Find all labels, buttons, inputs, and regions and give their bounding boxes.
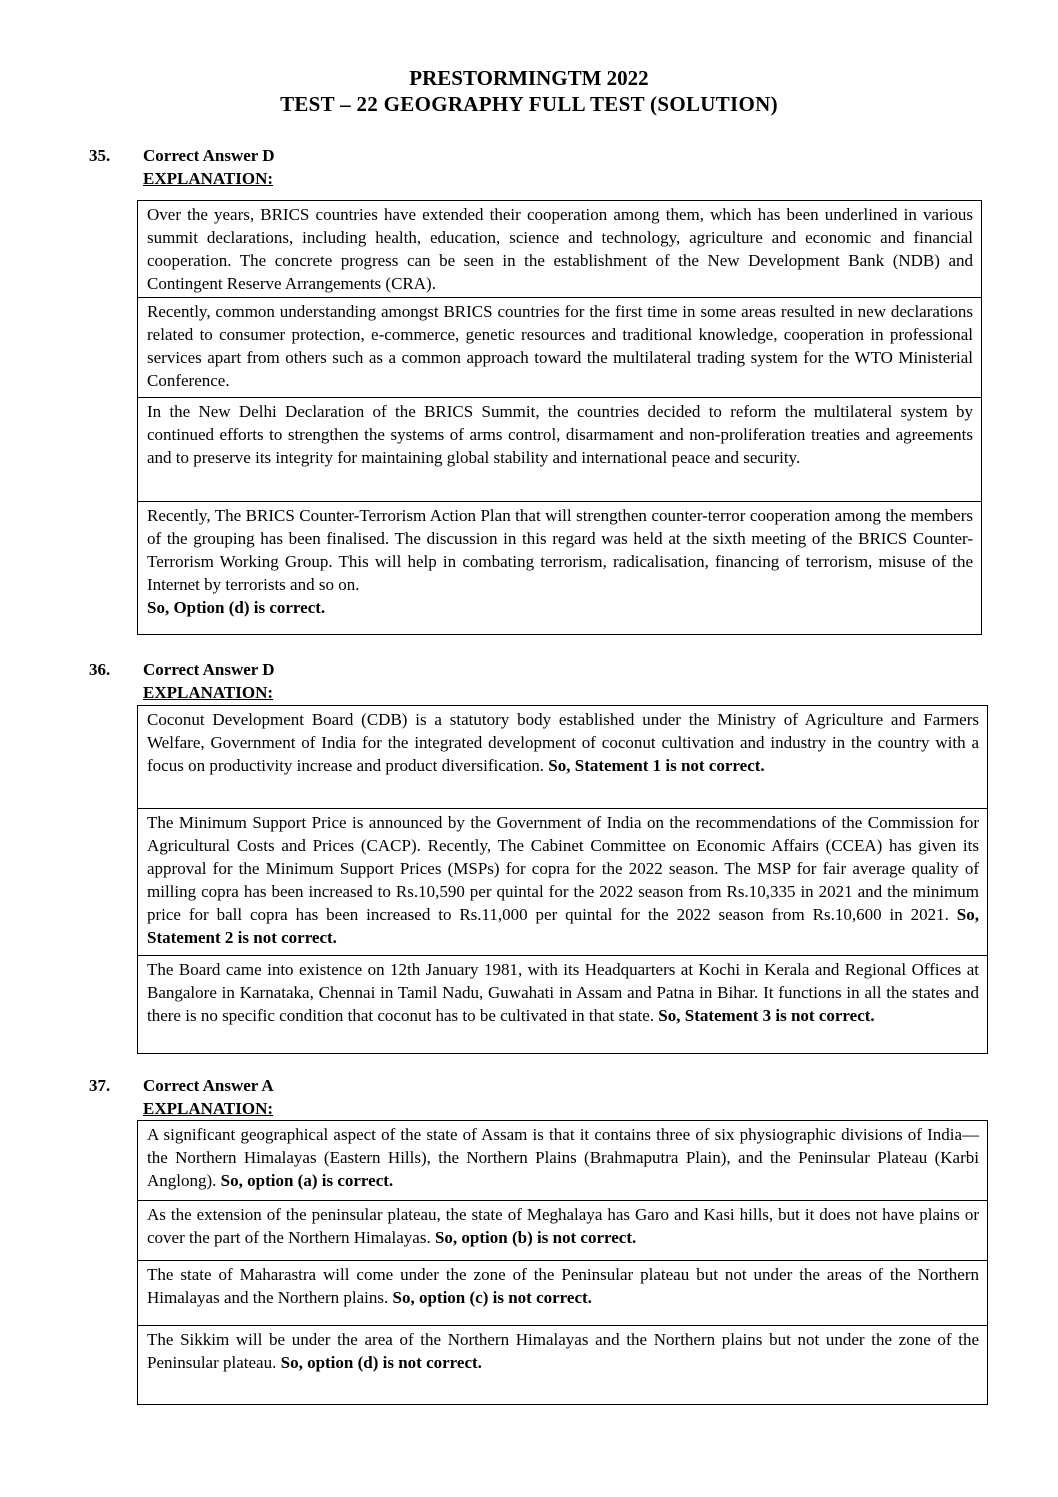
explanation-label: EXPLANATION: [143, 1099, 274, 1118]
explanation-table [137, 200, 982, 635]
explanation-paragraph [138, 398, 981, 502]
paragraph-conclusion: So, option (a) is correct. [220, 1171, 394, 1190]
paragraph-conclusion: So, Statement 1 is not correct. [548, 756, 765, 775]
explanation-label: EXPLANATION: [143, 169, 274, 188]
paragraph-text: In the New Delhi Declaration of the BRICS Summit, the countries decided to reform the multilateral system by continued efforts to strengthen the systems of arms control, disarmament and non-proliferation treaties and agreements and to preserve its integrity for maintaining global stability and international peace and security. [147, 402, 973, 467]
paragraph-text: As the extension of the peninsular plateau, the state of Meghalaya has Garo and Kasi hills, but it does not have plains or cover the part of the Northern Himalayas. [147, 1205, 979, 1247]
question-35 [0, 146, 1058, 194]
explanation-paragraph [138, 1261, 987, 1326]
paragraph-text: The Minimum Support Price is announced by the Government of India on the recommendations of the Commission for Agricultural Costs and Prices (CACP). Recently, The Cabinet Committee on Economic Affairs (CCEA) has given its approval for the Minimum Support Prices (MSPs) for copra for the 2022 season. The MSP for fair average quality of milling copra has been increased to Rs.10,590 per quintal for the 2022 season from Rs.10,335 in 2021 and the minimum price for ball copra has been increased to Rs.11,000 per quintal for the 2022 season from Rs.10,600 in 2021. [147, 813, 979, 924]
correct-answer: Correct Answer A [143, 1076, 274, 1095]
paragraph-text: The Board came into existence on 12th January 1981, with its Headquarters at Kochi in Kerala and Regional Offices at Bangalore in Karnataka, Chennai in Tamil Nadu, Guwahati in Assam and Patna in Bihar. It functions in all the states and there is no specific condition that coconut has to be cultivated in that state. [147, 960, 979, 1025]
paragraph-text: Recently, common understanding amongst BRICS countries for the first time in some areas resulted in new declarations related to consumer protection, e-commerce, genetic resources and traditional knowledge, cooperation in professional services apart from others such as a common approach toward the multilateral trading system for the WTO Ministerial Conference. [147, 302, 973, 390]
paragraph-conclusion: So, option (b) is not correct. [434, 1228, 637, 1247]
paragraph-text: A significant geographical aspect of the state of Assam is that it contains three of six physiographic divisions of India—the Northern Himalayas (Eastern Hills), the Northern Plains (Brahmaputra Plain), and the Peninsular Plateau (Karbi Anglong). [147, 1125, 979, 1190]
paragraph-conclusion: So, option (c) is not correct. [392, 1288, 592, 1307]
correct-answer: Correct Answer D [143, 146, 275, 165]
paragraph-text: The state of Maharastra will come under the zone of the Peninsular plateau but not under the areas of the Northern Himalayas and the Northern plains. [147, 1265, 979, 1307]
explanation-table [137, 1120, 988, 1405]
explanation-paragraph [138, 1326, 987, 1404]
paragraph-conclusion: So, Option (d) is correct. [147, 598, 326, 617]
paragraph-conclusion: So, Statement 2 is not correct. [147, 905, 979, 947]
explanation-paragraph [138, 809, 987, 956]
paragraph-text: Recently, The BRICS Counter-Terrorism Action Plan that will strengthen counter-terror cooperation among the members of the grouping has been finalised. The discussion in this regard was held at the sixth meeting of the BRICS Counter-Terrorism Working Group. This will help in combating terrorism, radicalisation, financing of terrorism, misuse of the Internet by terrorists and so on. [147, 506, 973, 594]
explanation-paragraph [138, 298, 981, 398]
correct-answer: Correct Answer D [143, 660, 275, 679]
explanation-paragraph [138, 1201, 987, 1261]
question-37 [0, 1076, 1058, 1124]
question-number: 37. [89, 1076, 111, 1095]
question-number: 35. [89, 146, 111, 165]
explanation-table [137, 705, 988, 1054]
explanation-paragraph [138, 706, 987, 809]
paragraph-conclusion: So, option (d) is not correct. [280, 1353, 482, 1372]
paragraph-conclusion: So, Statement 3 is not correct. [658, 1006, 875, 1025]
document-subtitle: TEST – 22 GEOGRAPHY FULL TEST (SOLUTION) [280, 92, 778, 116]
explanation-paragraph [138, 502, 981, 634]
question-number: 36. [89, 660, 111, 679]
document-title: PRESTORMINGTM 2022 [409, 66, 649, 90]
explanation-paragraph [138, 201, 981, 298]
paragraph-text: The Sikkim will be under the area of the Northern Himalayas and the Northern plains but not under the zone of the Peninsular plateau. [147, 1330, 979, 1372]
paragraph-text: Over the years, BRICS countries have extended their cooperation among them, which has been underlined in various summit declarations, including health, education, science and technology, agriculture and economic and financial cooperation. The concrete progress can be seen in the establishment of the New Development Bank (NDB) and Contingent Reserve Arrangements (CRA). [147, 205, 973, 293]
explanation-paragraph [138, 1121, 987, 1201]
paragraph-text: Coconut Development Board (CDB) is a statutory body established under the Ministry of Agriculture and Farmers Welfare, Government of India for the integrated development of coconut cultivation and industry in the country with a focus on productivity increase and product diversification. [147, 710, 979, 775]
explanation-paragraph [138, 956, 987, 1053]
question-36 [0, 660, 1058, 708]
explanation-label: EXPLANATION: [143, 683, 274, 702]
